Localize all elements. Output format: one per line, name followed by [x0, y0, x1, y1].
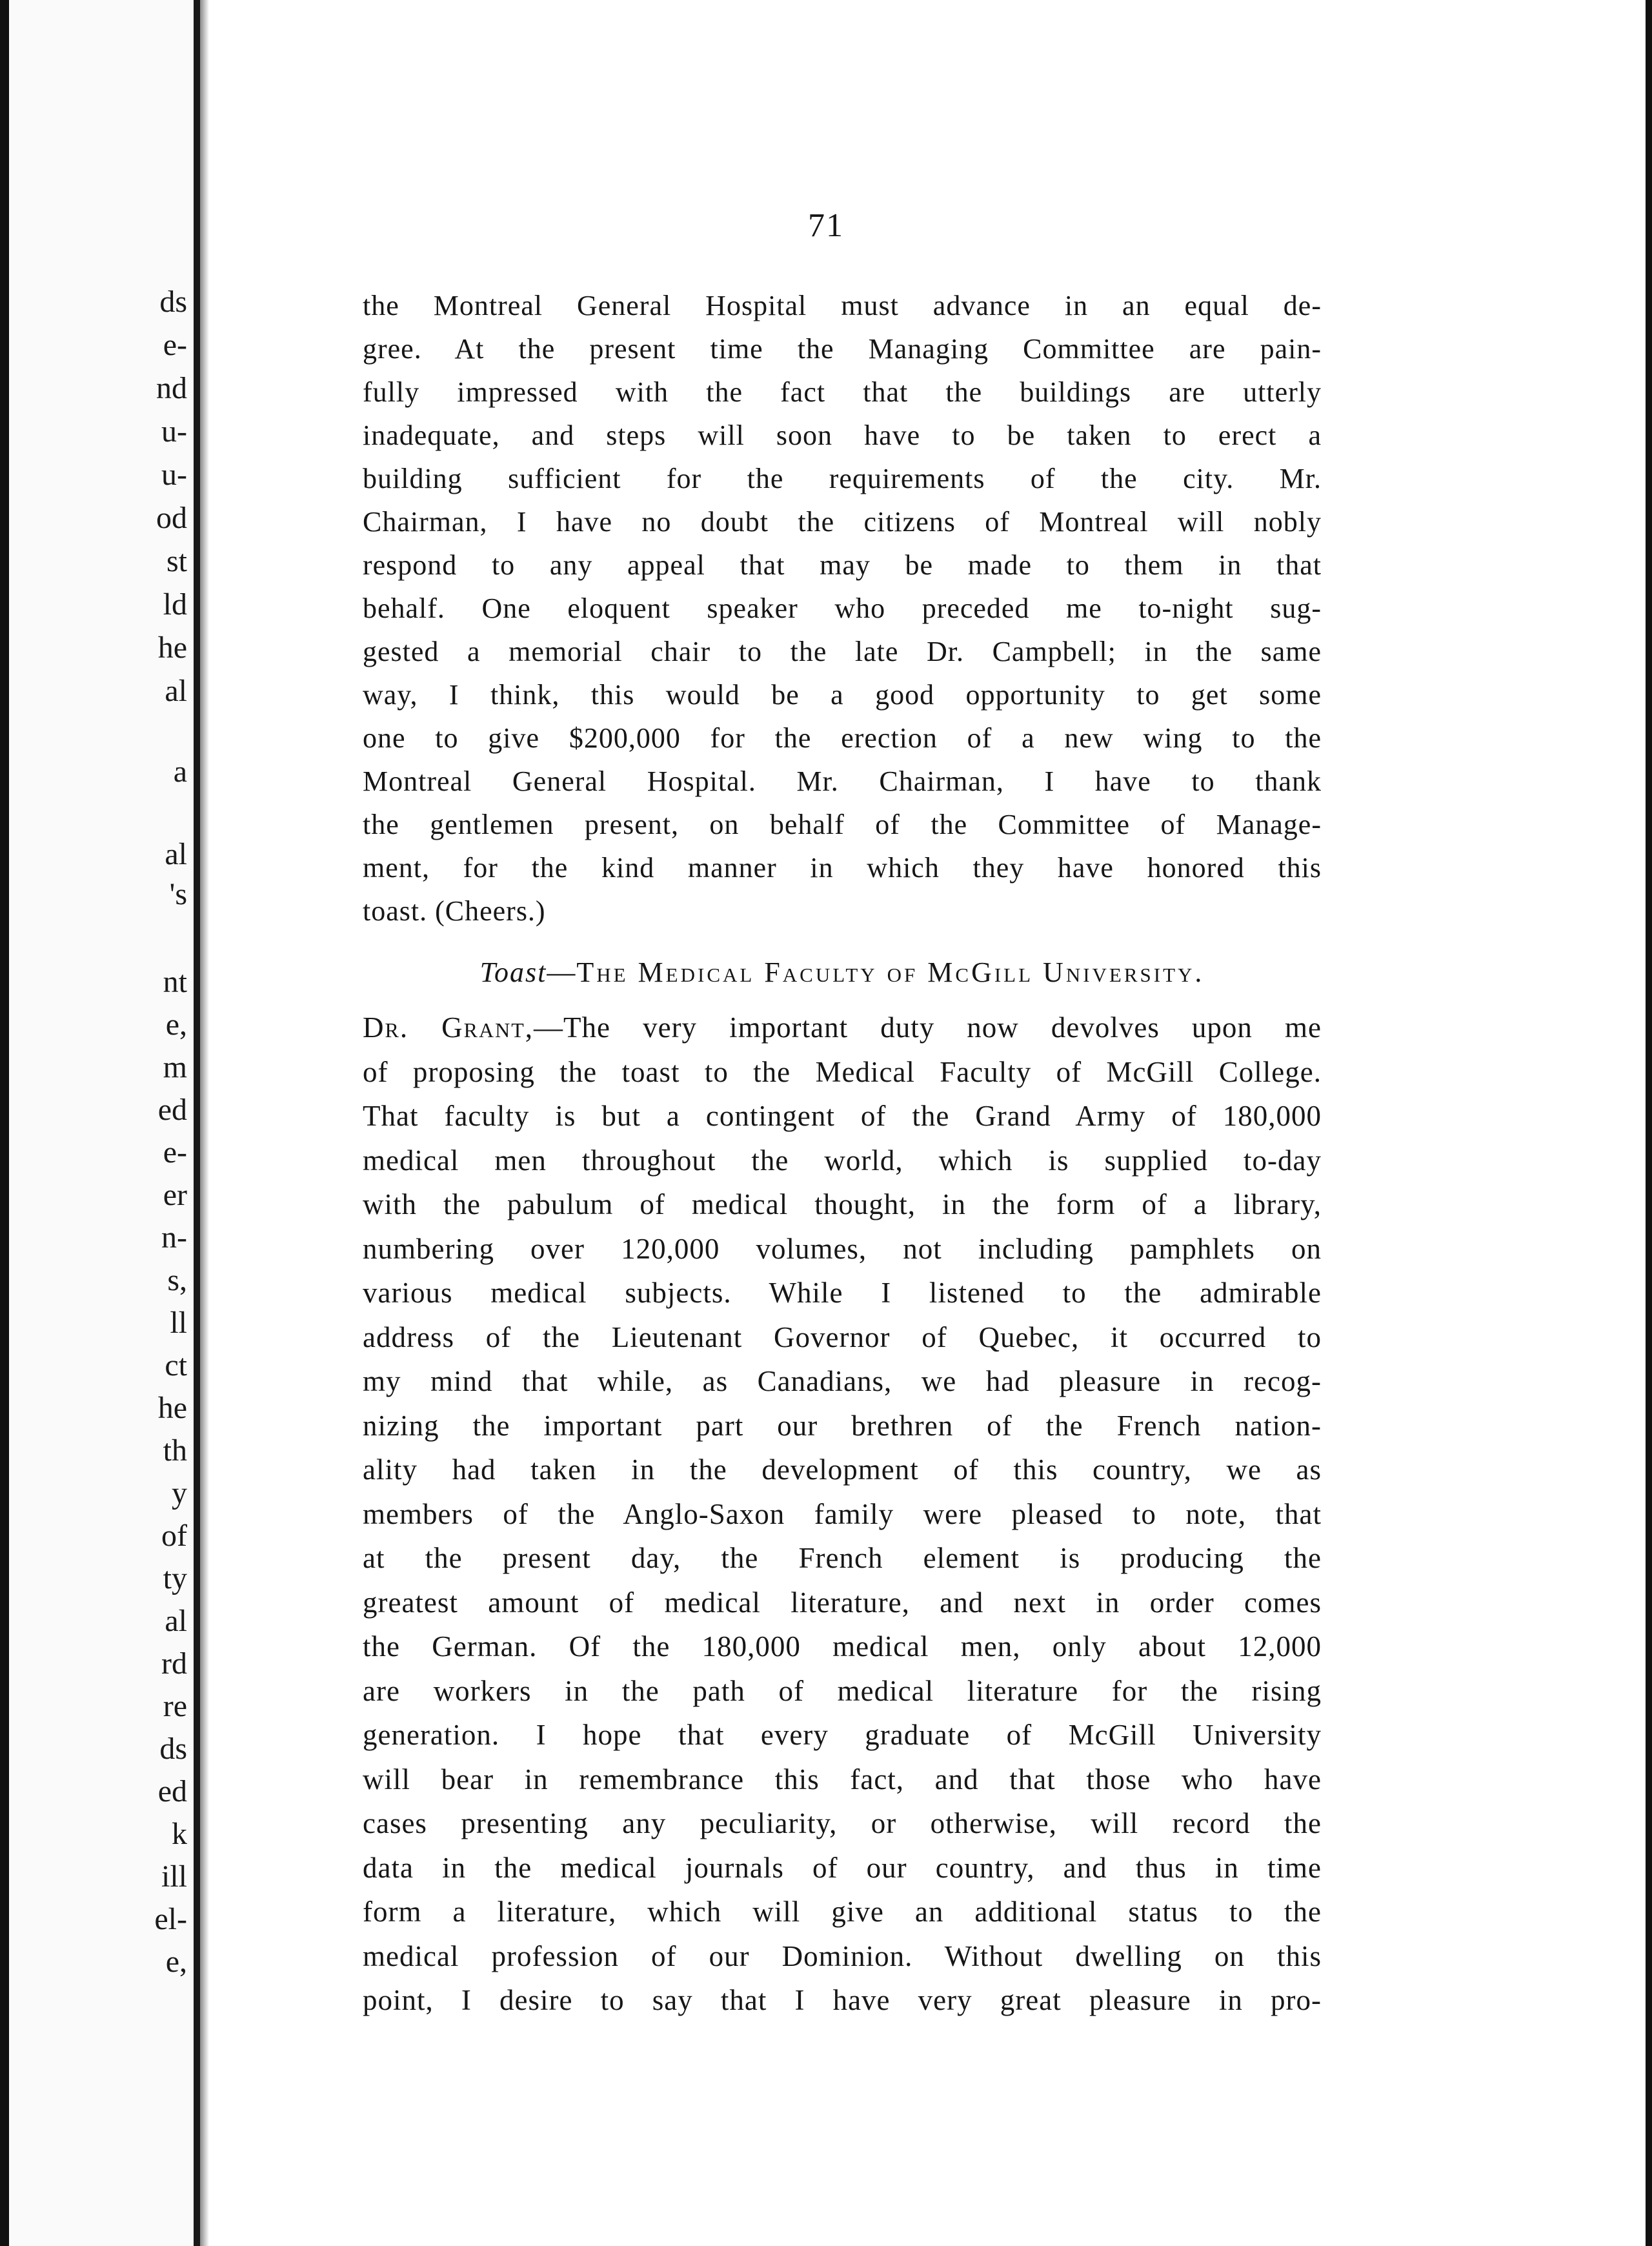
page-gutter	[194, 0, 200, 2246]
text-line: building sufficient for the requirements of the city. Mr.	[363, 463, 1322, 494]
margin-fragment: a	[173, 754, 187, 789]
margin-fragment: rd	[161, 1646, 187, 1681]
margin-fragment: u-	[161, 458, 187, 492]
margin-fragment: ds	[159, 1732, 187, 1766]
text-line: will bear in remembrance this fact, and that those who have	[363, 1763, 1322, 1796]
margin-fragment: he	[157, 1391, 187, 1425]
text-line: of proposing the toast to the Medical Faculty of McGill College.	[363, 1055, 1322, 1088]
scan-edge-left	[0, 0, 9, 2246]
margin-fragment: k	[172, 1817, 187, 1851]
text-line: Chairman, I have no doubt the citizens of Montreal will nobly	[363, 506, 1322, 538]
margin-fragment: e,	[165, 1945, 187, 1979]
margin-fragment: of	[161, 1519, 187, 1553]
speech-continuation	[363, 284, 1322, 933]
text-line: numbering over 120,000 volumes, not including pamphlets on	[363, 1232, 1322, 1265]
margin-fragment: er	[163, 1178, 187, 1212]
first-line-text: —The very important duty now devolves upon me	[534, 1011, 1322, 1044]
toast-heading	[363, 951, 1322, 994]
margin-fragment: st	[166, 544, 187, 578]
text-line: ality had taken in the development of this country, we as	[363, 1453, 1322, 1486]
text-line: medical profession of our Dominion. Without dwelling on this	[363, 1939, 1322, 1972]
margin-fragment: e-	[163, 1135, 187, 1169]
margin-fragment: re	[163, 1689, 187, 1723]
scan-edge-right	[1646, 0, 1652, 2246]
margin-fragment: ll	[170, 1306, 187, 1340]
margin-fragment: al	[165, 674, 187, 708]
text-line: inadequate, and steps will soon have to be taken to erect a	[363, 420, 1322, 451]
text-line: respond to any appeal that may be made to them in that	[363, 549, 1322, 581]
text-line: generation. I hope that every graduate of McGill University	[363, 1719, 1322, 1751]
margin-fragment: m	[163, 1050, 187, 1084]
margin-fragment: ct	[165, 1348, 187, 1382]
text-line: That faculty is but a contingent of the Grand Army of 180,000	[363, 1100, 1322, 1132]
margin-fragment: e,	[165, 1007, 187, 1042]
margin-fragment: ds	[159, 285, 187, 319]
text-line: cases presenting any peculiarity, or otherwise, will record the	[363, 1807, 1322, 1839]
text-line: ment, for the kind manner in which they have honored this	[363, 852, 1322, 884]
margin-fragment: s,	[167, 1263, 187, 1297]
text-line: one to give $200,000 for the erection of a new wing to the	[363, 722, 1322, 754]
toast-title: The Medical Faculty of McGill University.	[576, 956, 1205, 988]
speaker-name: Dr. Grant,	[363, 1011, 534, 1044]
text-line: my mind that while, as Canadians, we had pleasure in recog-	[363, 1365, 1322, 1397]
text-line: form a literature, which will give an additional status to the	[363, 1896, 1322, 1928]
text-line: address of the Lieutenant Governor of Quebec, it occurred to	[363, 1320, 1322, 1353]
text-line: various medical subjects. While I listened to the admirable	[363, 1277, 1322, 1309]
margin-fragment: n-	[161, 1220, 187, 1255]
margin-fragment: e-	[163, 328, 187, 362]
margin-fragment: od	[156, 501, 187, 535]
margin-fragment: el-	[154, 1902, 187, 1936]
text-line: behalf. One eloquent speaker who preceded me to-night sug-	[363, 592, 1322, 624]
text-line: fully impressed with the fact that the buildings are utterly	[363, 376, 1322, 408]
margin-fragment: al	[165, 837, 187, 871]
dr-grant-speech	[363, 1006, 1322, 2023]
gutter-shadow	[200, 0, 209, 2246]
margin-fragment: ill	[161, 1859, 187, 1894]
text-line: members of the Anglo-Saxon family were pleased to note, that	[363, 1497, 1322, 1530]
text-line: gested a memorial chair to the late Dr. Campbell; in the same	[363, 636, 1322, 667]
page-body	[363, 284, 1322, 2023]
text-line: at the present day, the French element is producing the	[363, 1542, 1322, 1574]
text-line: with the pabulum of medical thought, in the form of a library,	[363, 1188, 1322, 1220]
text-line: Montreal General Hospital. Mr. Chairman, I have to thank	[363, 765, 1322, 797]
text-line: are workers in the path of medical literature for the rising	[363, 1674, 1322, 1707]
text-line: nizing the important part our brethren of the French nation-	[363, 1409, 1322, 1442]
text-line: toast. (Cheers.)	[363, 895, 546, 927]
margin-fragment: nt	[163, 965, 187, 999]
text-line: point, I desire to say that I have very great pleasure in pro-	[363, 1984, 1322, 2016]
text-line: the German. Of the 180,000 medical men, only about 12,000	[363, 1630, 1322, 1663]
margin-fragment: nd	[156, 371, 187, 405]
margin-fragment: he	[157, 631, 187, 665]
text-line: medical men throughout the world, which is supplied to-day	[363, 1144, 1322, 1177]
margin-fragment: y	[172, 1476, 187, 1510]
margin-fragment: ed	[157, 1774, 187, 1808]
toast-dash: —	[547, 956, 577, 988]
margin-fragment: th	[163, 1433, 187, 1468]
text-line: data in the medical journals of our country, and thus in time	[363, 1851, 1322, 1884]
text-line: the Montreal General Hospital must advance in an equal de-	[363, 290, 1322, 321]
margin-fragment: u-	[161, 414, 187, 449]
text-line-first	[363, 1006, 1322, 1050]
margin-fragment: ty	[163, 1561, 187, 1595]
margin-fragment: al	[165, 1604, 187, 1638]
text-line: way, I think, this would be a good opportunity to get some	[363, 679, 1322, 711]
toast-label: Toast	[479, 956, 547, 988]
text-line: the gentlemen present, on behalf of the Committee of Manage-	[363, 809, 1322, 840]
text-line: greatest amount of medical literature, and next in order comes	[363, 1586, 1322, 1619]
margin-fragment: ld	[163, 587, 187, 622]
text-line: gree. At the present time the Managing Committee are pain-	[363, 333, 1322, 365]
page-number: 71	[808, 207, 844, 244]
margin-fragment: 's	[169, 877, 187, 911]
margin-fragment: ed	[157, 1093, 187, 1127]
